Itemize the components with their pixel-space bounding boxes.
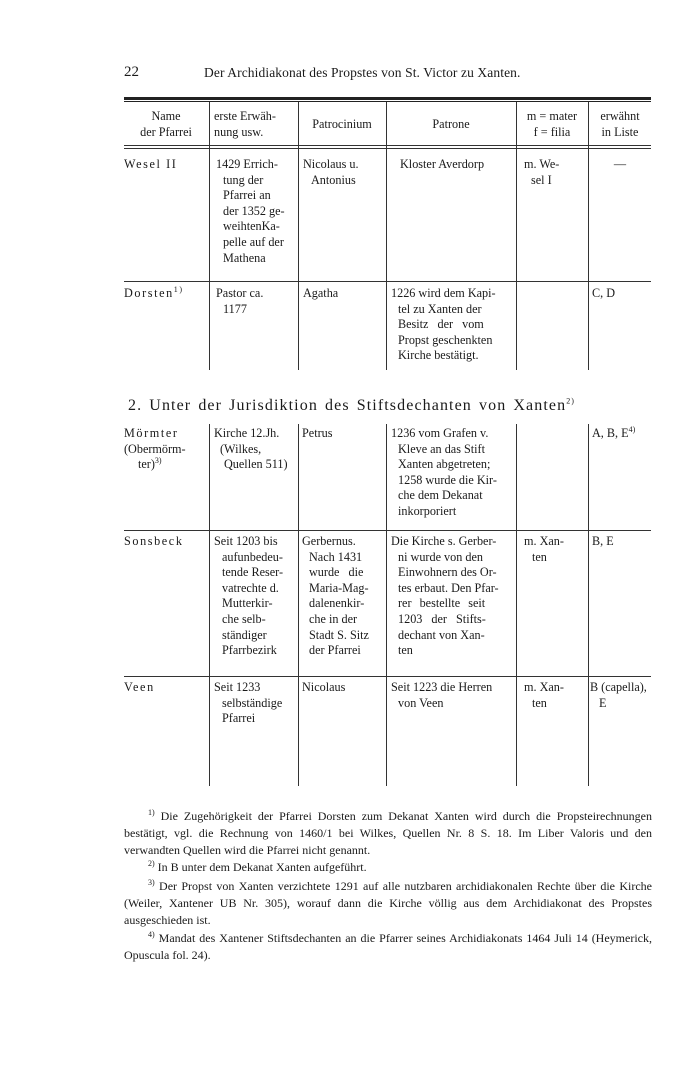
first-mention: Seit 1233 selbständige Pfarrei [214, 680, 283, 726]
header-divider [124, 145, 651, 146]
mater-filia: m. Xan- ten [524, 534, 564, 564]
table-top-rule-thin [124, 101, 651, 102]
liste: — [613, 157, 627, 171]
col-divider [209, 102, 210, 370]
row-divider [124, 530, 651, 531]
patrocinium: Nicolaus [302, 680, 346, 694]
col-divider [588, 424, 589, 786]
page-number: 22 [124, 64, 139, 80]
patrone: 1236 vom Grafen v. Kleve an das Stift Xanten abgetreten; 1258 wurde die Kir- che dem Dekanat inkorporiert [391, 426, 497, 518]
row-divider [124, 281, 651, 282]
col-divider [588, 102, 589, 370]
col-divider [298, 102, 299, 370]
patrone: 1226 wird dem Kapi- tel zu Xanten der Besitz der vom Propst geschenkten Kirche bestätigt. [391, 286, 496, 363]
col-divider [209, 424, 210, 786]
patrone: Kloster Averdorp [400, 157, 485, 171]
first-mention: Seit 1203 bis aufunbedeu- tende Reser- vatrechte d. Mutterkir- che selb- ständiger Pfarrbezirk [214, 534, 284, 658]
running-header [124, 64, 650, 84]
col-divider [516, 424, 517, 786]
col-header-patrone: Patrone [432, 117, 470, 131]
first-mention: Pastor ca. 1177 [216, 286, 264, 316]
parish-name: Dorsten$^{1)}$ [124, 284, 184, 300]
patrocinium: Nicolaus u. Antonius [303, 157, 359, 187]
parish-name: Veen [124, 680, 155, 694]
col-divider [386, 102, 387, 370]
first-mention: 1429 Errich- tung der Pfarrei an der 1352 ge- weihtenKa- pelle auf der Mathena [216, 157, 285, 265]
col-header-mater-filia: m = mater f = filia [526, 109, 578, 139]
header-divider-2 [124, 148, 651, 149]
col-header-liste: erwähnt in Liste [600, 109, 640, 139]
first-mention: Kirche 12.Jh. (Wilkes, Quellen 511) [214, 426, 288, 472]
running-title: Der Archidiakonat des Propstes von St. Victor zu Xanten. [204, 65, 521, 80]
col-header-first-mention: erste Erwäh- nung usw. [214, 109, 276, 139]
table-top-rule [124, 97, 651, 100]
row-divider [124, 676, 651, 677]
liste: C, D [592, 286, 616, 300]
patrocinium: Petrus [302, 426, 333, 440]
parish-name: Mörmter (Obermörm- ter)$^{3)}$ [124, 426, 186, 472]
col-header-name: Name der Pfarrei [140, 109, 192, 139]
footnote-2: $^{2)}$ In B unter dem Dekanat Xanten aufgeführt. [148, 859, 367, 874]
col-divider [516, 102, 517, 370]
footnote-4: $^{4)}$ Mandat des Xantener Stiftsdechanten an die Pfarrer seines Archidiakonats 1464 Juli 14 (Heymerick, Opuscula fol. 24). [124, 930, 652, 962]
patrocinium: Gerbernus. Nach 1431 wurde die Maria-Mag- dalenenkir- che in der Stadt S. Sitz der Pfarrei [302, 534, 369, 658]
patrocinium: Agatha [303, 286, 339, 300]
parish-name: Sonsbeck [124, 534, 184, 548]
mater-filia: m. We- sel I [524, 157, 560, 187]
patrone: Die Kirche s. Gerber- ni wurde von den Einwohnern des Or- tes erbaut. Den Pfar- rer bestellte seit 1203 der Stifts- dechant von Xan- ten [391, 534, 499, 658]
footnote-3: $^{3)}$ Der Propst von Xanten verzichtete 1291 auf alle nutzbaren archidiakonalen Rechte über die Kirche (Weiler, Xantener UB Nr. 305), worauf dann die Kirche völlig aus dem Archidiakonat des Propstes ausgeschieden ist. [124, 878, 652, 927]
parish-name: Wesel II [124, 157, 178, 171]
col-divider [386, 424, 387, 786]
section-heading: 2. Unter der Jurisdiktion des Stiftsdechanten von Xanten$^{2)}$ [128, 396, 576, 414]
mater-filia: m. Xan- ten [524, 680, 564, 710]
liste: A, B, $E^{4)}$ [592, 424, 636, 440]
col-divider [298, 424, 299, 786]
patrone: Seit 1223 die Herren von Veen [391, 680, 493, 710]
footnote-1: $^{1)}$ Die Zugehörigkeit der Pfarrei Dorsten zum Dekanat Xanten wird durch die Propsteirechnungen bestätigt, vgl. die Rechnung von 1460/1 bei Wilkes, Quellen Nr. 8 S. 18. Im Liber Valoris und den verwandten Quellen wird die Pfarrei nicht genannt. [124, 808, 653, 857]
liste: B (capella), E [590, 680, 647, 710]
col-header-patrocinium: Patrocinium [312, 117, 372, 131]
liste: B, E [592, 534, 614, 548]
